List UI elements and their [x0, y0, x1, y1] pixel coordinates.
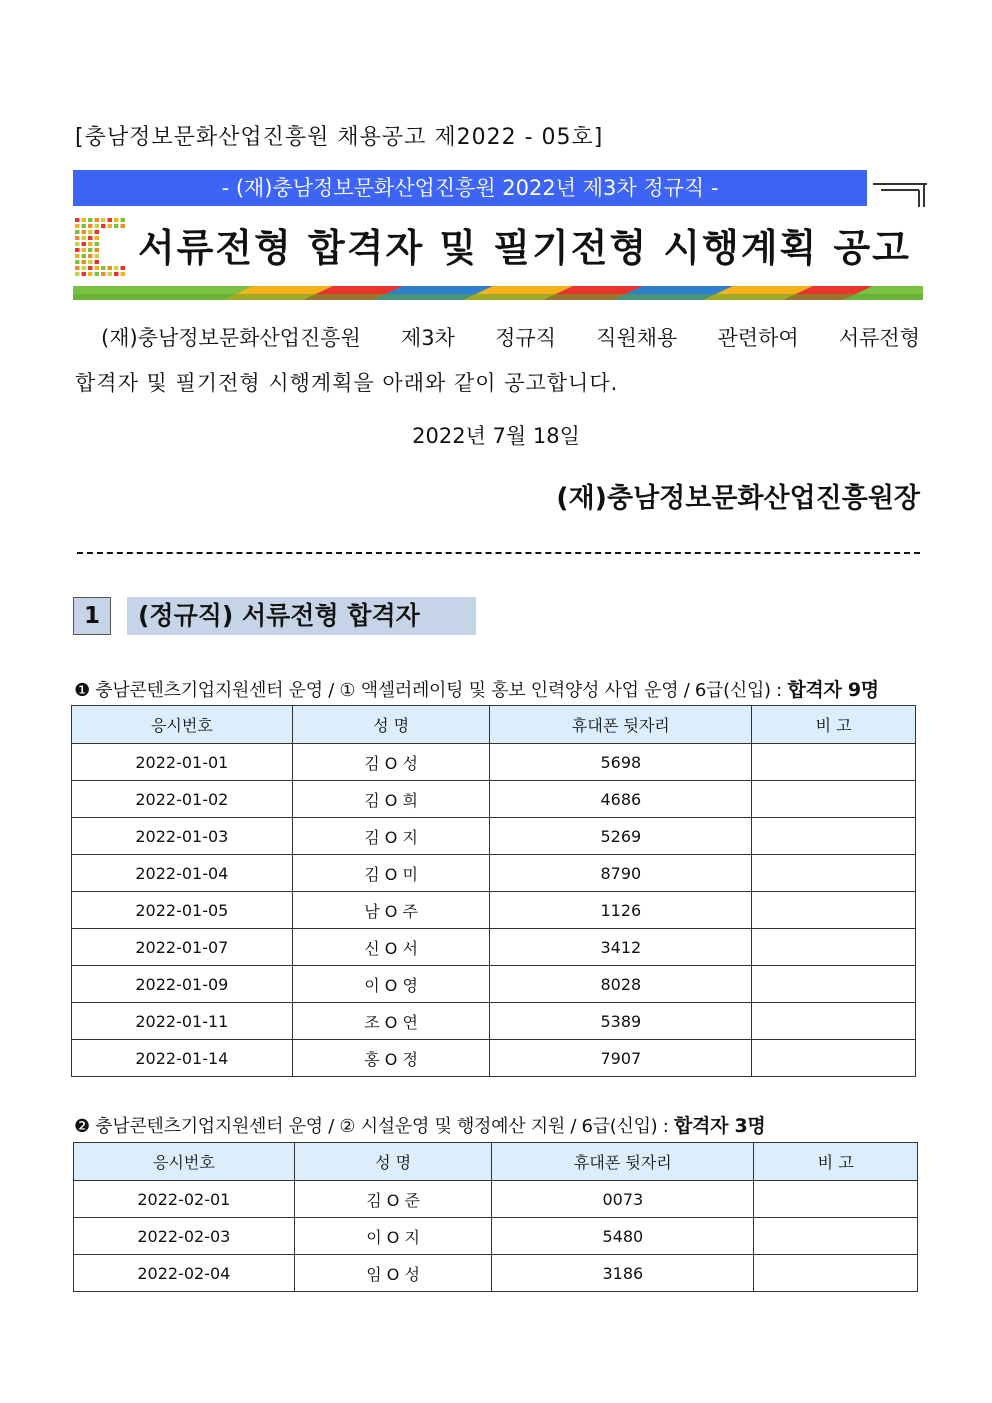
phone-last-digits: 7907 — [490, 1040, 752, 1077]
section-number: 1 — [73, 597, 111, 635]
phone-last-digits: 8790 — [490, 855, 752, 892]
phone-last-digits: 3412 — [490, 929, 752, 966]
group1-heading-text: ❶ 충남콘텐츠기업지원센터 운영 / ① 액셀러레이팅 및 홍보 인력양성 사업 운영 / 6급(신입) : — [74, 680, 788, 701]
note-cell — [752, 1003, 916, 1040]
intro-paragraph-line1: (재)충남정보문화산업진흥원 제3차 정규직 직원채용 관련하여 서류전형 — [101, 326, 920, 350]
note-cell — [752, 781, 916, 818]
table-header-row — [72, 706, 916, 744]
applicant-id: 2022-01-14 — [72, 1040, 293, 1077]
table-row — [72, 818, 916, 855]
decorative-color-stripe — [73, 286, 923, 300]
table-row — [72, 781, 916, 818]
table-row — [72, 1040, 916, 1077]
applicant-name: 남 O 주 — [292, 892, 490, 929]
applicant-id: 2022-01-02 — [72, 781, 293, 818]
note-cell — [752, 1040, 916, 1077]
dashed-divider — [77, 552, 920, 554]
applicant-name: 임 O 성 — [294, 1255, 492, 1292]
table-row — [72, 892, 916, 929]
applicant-name: 김 O 미 — [292, 855, 490, 892]
table-row — [72, 1003, 916, 1040]
applicant-name: 이 O 지 — [294, 1218, 492, 1255]
note-cell — [752, 892, 916, 929]
phone-last-digits: 1126 — [490, 892, 752, 929]
issuer-name: (재)충남정보문화산업진흥원장 — [556, 483, 920, 514]
phone-last-digits: 8028 — [490, 966, 752, 1003]
applicant-id: 2022-01-11 — [72, 1003, 293, 1040]
column-header-phone: 휴대폰 뒷자리 — [492, 1143, 754, 1181]
note-cell — [752, 929, 916, 966]
notice-date: 2022년 7월 18일 — [412, 424, 580, 448]
applicant-id: 2022-01-03 — [72, 818, 293, 855]
subtitle-banner: - (재)충남정보문화산업진흥원 2022년 제3차 정규직 - — [73, 170, 867, 206]
applicant-name: 신 O 서 — [292, 929, 490, 966]
table-row — [72, 929, 916, 966]
applicant-id: 2022-02-03 — [74, 1218, 295, 1255]
note-cell — [752, 966, 916, 1003]
column-header-note: 비 고 — [752, 706, 916, 744]
table-row — [74, 1255, 918, 1292]
note-cell — [752, 855, 916, 892]
applicant-id: 2022-01-04 — [72, 855, 293, 892]
section-title: (정규직) 서류전형 합격자 — [138, 601, 420, 630]
phone-last-digits: 0073 — [492, 1181, 754, 1218]
column-header-id: 응시번호 — [74, 1143, 295, 1181]
applicant-name: 김 O 성 — [292, 744, 490, 781]
applicant-id: 2022-02-01 — [74, 1181, 295, 1218]
applicant-name: 홍 O 정 — [292, 1040, 490, 1077]
note-cell — [752, 744, 916, 781]
note-cell — [754, 1218, 918, 1255]
phone-last-digits: 4686 — [490, 781, 752, 818]
column-header-phone: 휴대폰 뒷자리 — [490, 706, 752, 744]
table-row — [74, 1218, 918, 1255]
applicant-name: 이 O 영 — [292, 966, 490, 1003]
column-header-id: 응시번호 — [72, 706, 293, 744]
table-header-row — [74, 1143, 918, 1181]
applicant-id: 2022-02-04 — [74, 1255, 295, 1292]
table-row — [74, 1181, 918, 1218]
applicant-name: 김 O 준 — [294, 1181, 492, 1218]
phone-last-digits: 3186 — [492, 1255, 754, 1292]
group2-count: 합격자 3명 — [674, 1115, 766, 1137]
phone-last-digits: 5389 — [490, 1003, 752, 1040]
group2-heading-text: ❷ 충남콘텐츠기업지원센터 운영 / ② 시설운영 및 행정예산 지원 / 6급(신입) : — [74, 1116, 674, 1137]
phone-last-digits: 5269 — [490, 818, 752, 855]
table-row — [72, 855, 916, 892]
table-row — [72, 744, 916, 781]
applicant-name: 조 O 연 — [292, 1003, 490, 1040]
applicant-id: 2022-01-05 — [72, 892, 293, 929]
notice-number: [충남정보문화산업진흥원 채용공고 제2022 - 05호] — [75, 125, 604, 150]
column-header-name: 성 명 — [292, 706, 490, 744]
group1-heading — [74, 675, 879, 702]
group1-applicant-table — [71, 705, 916, 1077]
note-cell — [752, 818, 916, 855]
logo-dot-grid-icon — [73, 217, 129, 277]
table-row — [72, 966, 916, 1003]
column-header-note: 비 고 — [754, 1143, 918, 1181]
banner-corner-decoration — [873, 181, 927, 207]
phone-last-digits: 5480 — [492, 1218, 754, 1255]
intro-paragraph-line2: 합격자 및 필기전형 시행계획을 아래와 같이 공고합니다. — [75, 371, 619, 395]
applicant-id: 2022-01-07 — [72, 929, 293, 966]
note-cell — [754, 1255, 918, 1292]
applicant-id: 2022-01-09 — [72, 966, 293, 1003]
group2-applicant-table — [73, 1142, 918, 1292]
phone-last-digits: 5698 — [490, 744, 752, 781]
applicant-id: 2022-01-01 — [72, 744, 293, 781]
group2-heading — [74, 1111, 765, 1138]
column-header-name: 성 명 — [294, 1143, 492, 1181]
page-title: 서류전형 합격자 및 필기전형 시행계획 공고 — [138, 226, 911, 270]
group1-count: 합격자 9명 — [787, 679, 879, 701]
note-cell — [754, 1181, 918, 1218]
applicant-name: 김 O 희 — [292, 781, 490, 818]
applicant-name: 김 O 지 — [292, 818, 490, 855]
